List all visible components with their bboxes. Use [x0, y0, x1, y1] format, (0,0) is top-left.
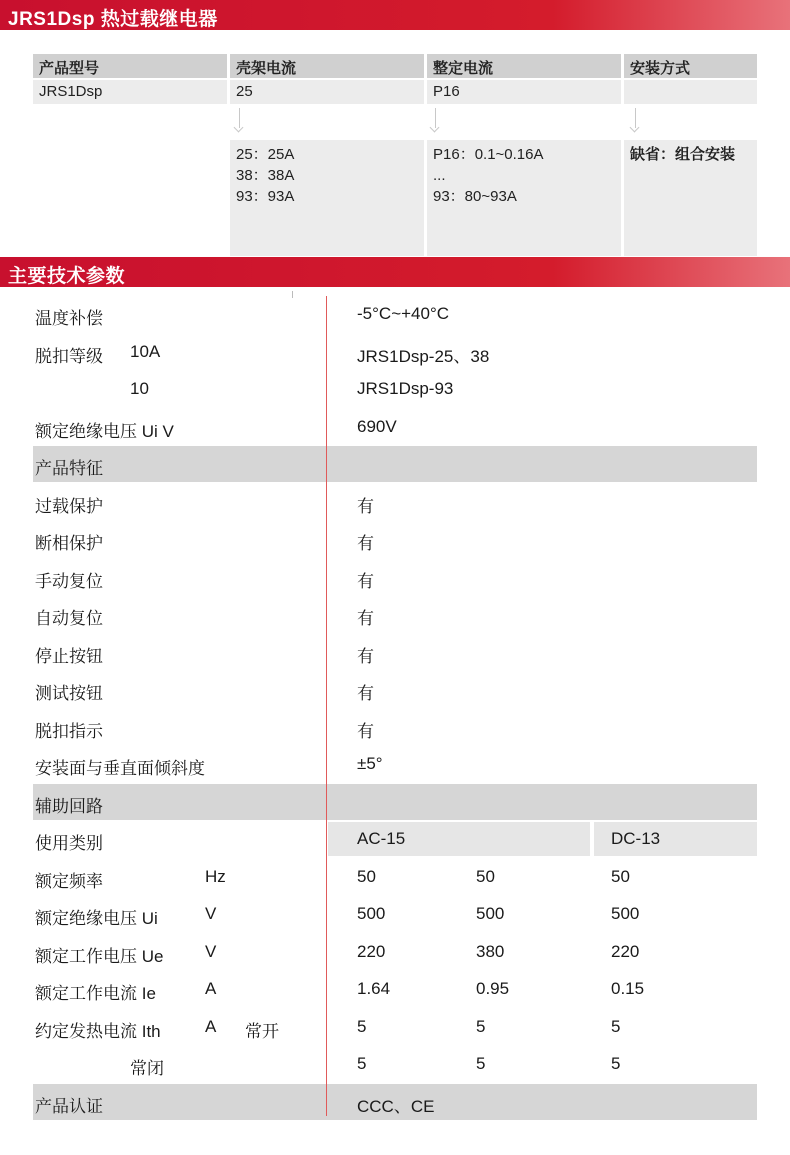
options-setting-current: P16：0.1~0.16A ... 93：80~93A [427, 140, 621, 256]
spec-value: 1.64 [357, 979, 391, 998]
header-frame-current: 壳架电流 [230, 54, 424, 78]
spec-label: 测试按钮 [35, 684, 103, 703]
spec-value: 0.95 [476, 979, 510, 998]
spec-label: 温度补偿 [35, 309, 103, 328]
spec-label: 额定绝缘电压 Ui [35, 909, 158, 928]
spec-unit: V [205, 942, 217, 961]
section-title-bar-specs [0, 257, 790, 287]
spec-value: 50 [357, 867, 376, 886]
spec-row [0, 559, 790, 595]
spec-label: 停止按钮 [35, 647, 103, 666]
spec-group-row [0, 1084, 790, 1120]
spec-sub-label: 10 [130, 379, 149, 398]
divider-tick [292, 291, 293, 298]
header-model: 产品型号 [33, 54, 227, 78]
category-dc: DC-13 [611, 829, 661, 848]
spec-unit: A [205, 1017, 217, 1036]
arrow-down-icon [630, 108, 642, 136]
spec-label: 额定绝缘电压 Ui V [35, 422, 174, 441]
spec-group-row [0, 784, 790, 820]
spec-value: 5 [357, 1054, 367, 1073]
header-mounting: 安装方式 [624, 54, 757, 78]
spec-value: 5 [476, 1054, 486, 1073]
arrow-down-icon [234, 108, 246, 136]
spec-label: 额定工作电流 Ie [35, 984, 156, 1003]
spec-row [0, 709, 790, 745]
spec-value: 5 [476, 1017, 486, 1036]
spec-label: 约定发热电流 Ith [35, 1022, 161, 1041]
spec-label: 安装面与垂直面倾斜度 [35, 759, 205, 778]
spec-row [0, 896, 790, 932]
section-title-bar-model [0, 0, 790, 30]
spec-group-row [0, 446, 790, 482]
spec-row [0, 371, 790, 407]
spec-row [0, 334, 790, 370]
spec-value: 5 [357, 1017, 367, 1036]
spec-sub-label: 10A [130, 342, 161, 361]
spec-sub-label: 常闭 [130, 1059, 164, 1078]
spec-label: 脱扣指示 [35, 722, 103, 741]
spec-value: 有 [357, 647, 374, 666]
value-mounting [624, 80, 757, 104]
spec-label: 断相保护 [35, 534, 103, 553]
spec-value: 500 [357, 904, 386, 923]
spec-value: 50 [476, 867, 495, 886]
row-shading [33, 446, 757, 482]
spec-value: JRS1Dsp-25、38 [357, 347, 490, 366]
spec-row [0, 971, 790, 1007]
arrow-down-icon [430, 108, 442, 136]
spec-row [0, 296, 790, 332]
spec-row [0, 1009, 790, 1045]
spec-value: 有 [357, 534, 374, 553]
spec-label: 过载保护 [35, 497, 103, 516]
spec-value: 有 [357, 609, 374, 628]
spec-value: 5 [611, 1054, 621, 1073]
spec-value: 690V [357, 417, 397, 436]
section-title: 主要技术参数 [8, 266, 126, 287]
spec-row [0, 859, 790, 895]
spec-value: ±5° [357, 754, 383, 773]
spec-label: 产品特征 [35, 459, 103, 478]
header-setting-current: 整定电流 [427, 54, 621, 78]
spec-row [0, 521, 790, 557]
spec-value: 500 [611, 904, 640, 923]
spec-label: 额定工作电压 Ue [35, 947, 164, 966]
spec-row [0, 746, 790, 782]
spec-row [0, 671, 790, 707]
options-frame-current: 25：25A 38：38A 93：93A [230, 140, 424, 256]
options-mounting: 缺省：组合安装 [624, 140, 757, 256]
spec-value: 有 [357, 497, 374, 516]
spec-row [0, 596, 790, 632]
spec-value: 5 [611, 1017, 621, 1036]
spec-label: 使用类别 [35, 834, 103, 853]
spec-unit: Hz [205, 867, 226, 886]
row-shading [33, 784, 757, 820]
spec-row [0, 934, 790, 970]
column-divider [326, 296, 327, 1116]
spec-value: -5°C~+40°C [357, 304, 450, 323]
spec-unit: V [205, 904, 217, 923]
category-ac: AC-15 [357, 829, 406, 848]
spec-label: 自动复位 [35, 609, 103, 628]
spec-label: 产品认证 [35, 1097, 103, 1116]
value-frame-current: 25 [230, 80, 424, 104]
spec-label: 脱扣等级 [35, 347, 103, 366]
spec-row [0, 1046, 790, 1082]
spec-value: 有 [357, 572, 374, 591]
spec-sub-label: 常开 [245, 1022, 279, 1041]
spec-value: 50 [611, 867, 630, 886]
spec-value: CCC、CE [357, 1097, 435, 1116]
spec-row [0, 821, 790, 857]
spec-unit: A [205, 979, 217, 998]
value-setting-current: P16 [427, 80, 621, 104]
spec-row [0, 634, 790, 670]
spec-value: JRS1Dsp-93 [357, 379, 454, 398]
spec-row [0, 484, 790, 520]
spec-value: 有 [357, 722, 374, 741]
spec-label: 额定频率 [35, 872, 103, 891]
spec-value: 0.15 [611, 979, 645, 998]
spec-value: 220 [611, 942, 640, 961]
spec-value: 有 [357, 684, 374, 703]
spec-label: 手动复位 [35, 572, 103, 591]
value-model: JRS1Dsp [33, 80, 227, 104]
spec-label: 辅助回路 [35, 797, 103, 816]
section-title: JRS1Dsp 热过载继电器 [8, 9, 218, 30]
spec-value: 220 [357, 942, 386, 961]
spec-value: 380 [476, 942, 505, 961]
spec-row [0, 409, 790, 445]
spec-value: 500 [476, 904, 505, 923]
